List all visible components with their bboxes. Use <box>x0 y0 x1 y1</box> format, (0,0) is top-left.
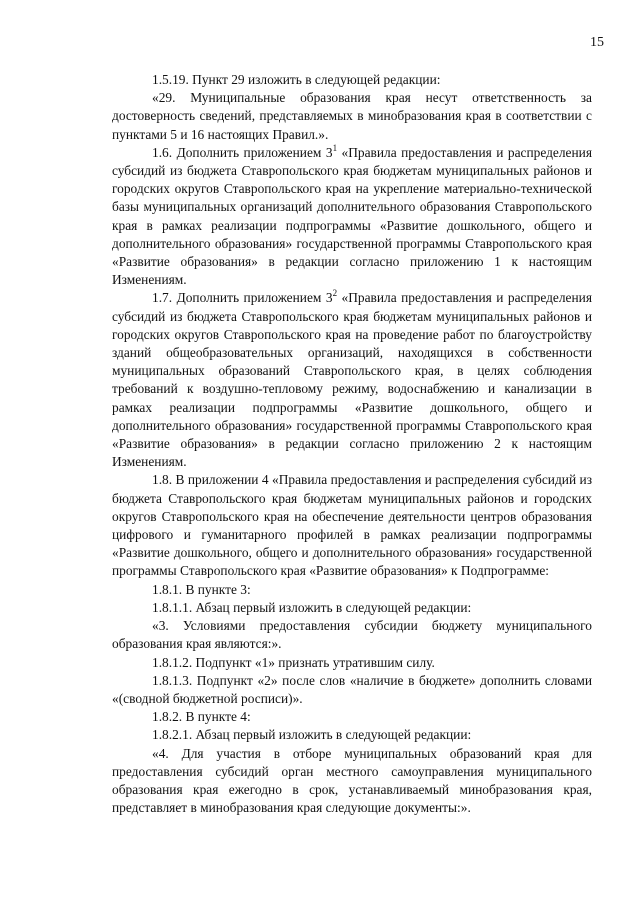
paragraph <box>112 144 592 290</box>
paragraph: 1.8.1.2. Подпункт «1» признать утратившим силу. <box>152 654 435 670</box>
superscript: 2 <box>332 288 338 299</box>
page-number: 15 <box>590 35 604 50</box>
paragraph: 1.8.2. В пункте 4: <box>152 709 251 725</box>
paragraph: 1.8.1.3. Подпункт «2» после слов «наличие в бюджете» дополнить словами «(сводной бюджетной росписи)». <box>112 672 592 706</box>
paragraph: «29. Муниципальные образования края несут ответственность за достоверность сведений, представляемых в минобразования края в соответствии с пунктами 5 и 16 настоящих Правил.». <box>112 90 592 142</box>
paragraph-text: 1.7. Дополнить приложением 3 <box>152 290 333 306</box>
paragraph: 1.8.2.1. Абзац первый изложить в следующей редакции: <box>152 727 472 743</box>
paragraph: 1.8.1.1. Абзац первый изложить в следующей редакции: <box>152 599 472 615</box>
paragraph-text: «Правила предоставления и распределения субсидий из бюджета Ставропольского края бюджетам муниципальных районов и городских округов Ставропольского края на укрепление материально-технической базы муниципальных организаций дополнительного образования Ставропольского края в рамках реализации подпрограммы «Развитие дошкольного, общего и дополнительного образования» государственной программы Ставропольского края «Развитие образования» в редакции согласно приложению 1 к настоящим Изменениям. <box>112 144 592 288</box>
superscript: 1 <box>332 142 338 153</box>
paragraph: 1.8. В приложении 4 «Правила предоставления и распределения субсидий из бюджета Ставропольского края бюджетам муниципальных районов и городских округов Ставропольского края на обеспечение деятельности центров образования цифрового и гуманитарного профилей в рамках реализации подпрограммы «Развитие дошкольного, общего и дополнительного образования» государственной программы Ставропольского края «Развитие образования» к Подпрограмме: <box>112 472 592 579</box>
paragraph-text: 1.6. Дополнить приложением 3 <box>152 144 333 160</box>
paragraph: «4. Для участия в отборе муниципальных образований края для предоставления субсидий орган местного самоуправления муниципального образования края ежегодно в срок, устанавливаемый минобразования края, представляет в минобразования края следующие документы:». <box>112 745 592 816</box>
paragraph <box>112 289 592 471</box>
paragraph: 1.8.1. В пункте 3: <box>152 581 251 597</box>
paragraph: «3. Условиями предоставления субсидии бюджету муниципального образования края являются:». <box>112 618 592 652</box>
document-body <box>112 71 592 817</box>
paragraph: 1.5.19. Пункт 29 изложить в следующей редакции: <box>152 72 441 87</box>
paragraph-text: «Правила предоставления и распределения субсидий из бюджета Ставропольского края бюджетам муниципальных районов и городских округов Ставропольского края на проведение работ по благоустройству зданий общеобразовательных организаций, находящихся в собственности муниципальных образований Ставропольского края, в целях соблюдения требований к воздушно-тепловому режиму, водоснабжению и канализации в рамках реализации подпрограммы «Развитие дошкольного, общего и дополнительного образования» государственной программы Ставропольского края «Развитие образования» в редакции согласно приложению 2 к настоящим Изменениям. <box>112 290 592 470</box>
